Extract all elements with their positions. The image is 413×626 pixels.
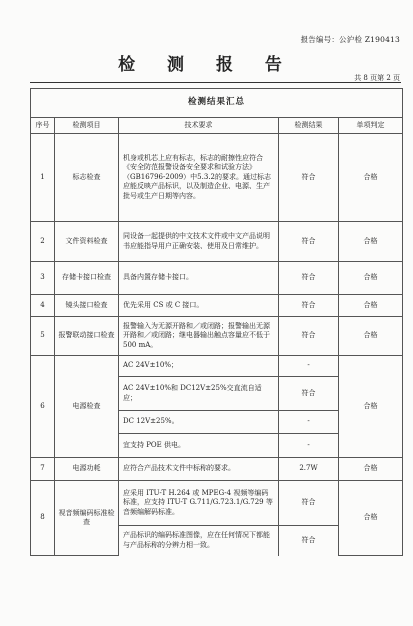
table-row [31,222,403,262]
test-result: 符合 [279,262,339,295]
technical-requirement: AC 24V±10%和 DC12V±25%交直流自适应； [119,377,279,411]
test-item: 报警联动接口检查 [55,317,119,356]
verdict: 合格 [339,356,403,458]
test-result: 符合 [279,295,339,317]
technical-requirement: 具备内置存储卡接口。 [119,262,279,295]
row-number: 3 [31,262,55,295]
test-result: 符合 [279,134,339,222]
row-number: 4 [31,295,55,317]
document-title: 检 测 报 告 [118,55,295,75]
technical-requirement: 应采用 ITU-T H.264 或 MPEG-4 视频等编码标准，应支持 ITU-T G.711/G.723.1/G.729 等音频编解码标准。 [119,481,279,526]
row-number: 8 [31,481,55,556]
report-number: 报告编号：公沪检 Z190413 [300,35,400,44]
table-row [31,481,403,526]
test-result: 符合 [279,222,339,262]
verdict: 合格 [339,134,403,222]
verdict: 合格 [339,481,403,556]
table-row [31,262,403,295]
test-item: 镜头接口检查 [55,295,119,317]
technical-requirement: 机身或机芯上应有标志，标志的耐擦性应符合《安全防范报警设备安全要求和试验方法》（GB16796-2009）中5.3.2的要求。通过标志应能反映产品标识，以及制造企业、电源、生产批号或生产日期等内容。 [119,134,279,222]
technical-requirement: 优先采用 CS 或 C 接口。 [119,295,279,317]
test-result: 符合 [279,377,339,411]
verdict: 合格 [339,262,403,295]
row-number: 1 [31,134,55,222]
table-row [31,458,403,481]
test-result: - [279,411,339,434]
verdict: 合格 [339,222,403,262]
test-result: 2.7W [279,458,339,481]
table-row [31,317,403,356]
test-item: 文件资料检查 [55,222,119,262]
test-result: 符合 [279,481,339,526]
test-item: 标志检查 [55,134,119,222]
row-number: 7 [31,458,55,481]
row-number: 6 [31,356,55,458]
column-header: 检测项目 [55,118,119,134]
test-result: 符合 [279,317,339,356]
column-header: 单项判定 [339,118,403,134]
technical-requirement: 产品标识的编码标准图像，应在任何情况下都能与产品标称的分辨力相一致。 [119,526,279,556]
technical-requirement: 同设备一起提供的中文技术文件或中文产品说明书应能指导用户正确安装、使用及日常维护。 [119,222,279,262]
row-number: 5 [31,317,55,356]
verdict: 合格 [339,458,403,481]
test-item: 电源功耗 [55,458,119,481]
column-header: 检测结果 [279,118,339,134]
technical-requirement: AC 24V±10%； [119,356,279,377]
column-header: 序号 [31,118,55,134]
technical-requirement: 报警输入为无源开路和／或闭路；报警输出无源开路和／或闭路；继电器输出触点容量应不低于 500 mA。 [119,317,279,356]
verdict: 合格 [339,295,403,317]
technical-requirement: DC 12V±25%。 [119,411,279,434]
page-info: 共 8 页第 2 页 [354,74,400,82]
header-rule [30,82,401,83]
test-result: 符合 [279,526,339,556]
row-number: 2 [31,222,55,262]
technical-requirement: 宜支持 POE 供电。 [119,434,279,458]
verdict: 合格 [339,317,403,356]
test-item: 存储卡接口检查 [55,262,119,295]
table-row [31,295,403,317]
technical-requirement: 应符合产品技术文件中标称的要求。 [119,458,279,481]
column-header: 技术要求 [119,118,279,134]
test-result: - [279,434,339,458]
test-item: 电源检查 [55,356,119,458]
results-summary-table [30,88,402,556]
table-caption: 检测结果汇总 [31,89,403,118]
table-row [31,134,403,222]
test-item: 视音频编码标准检查 [55,481,119,556]
table-row [31,356,403,377]
test-result: - [279,356,339,377]
